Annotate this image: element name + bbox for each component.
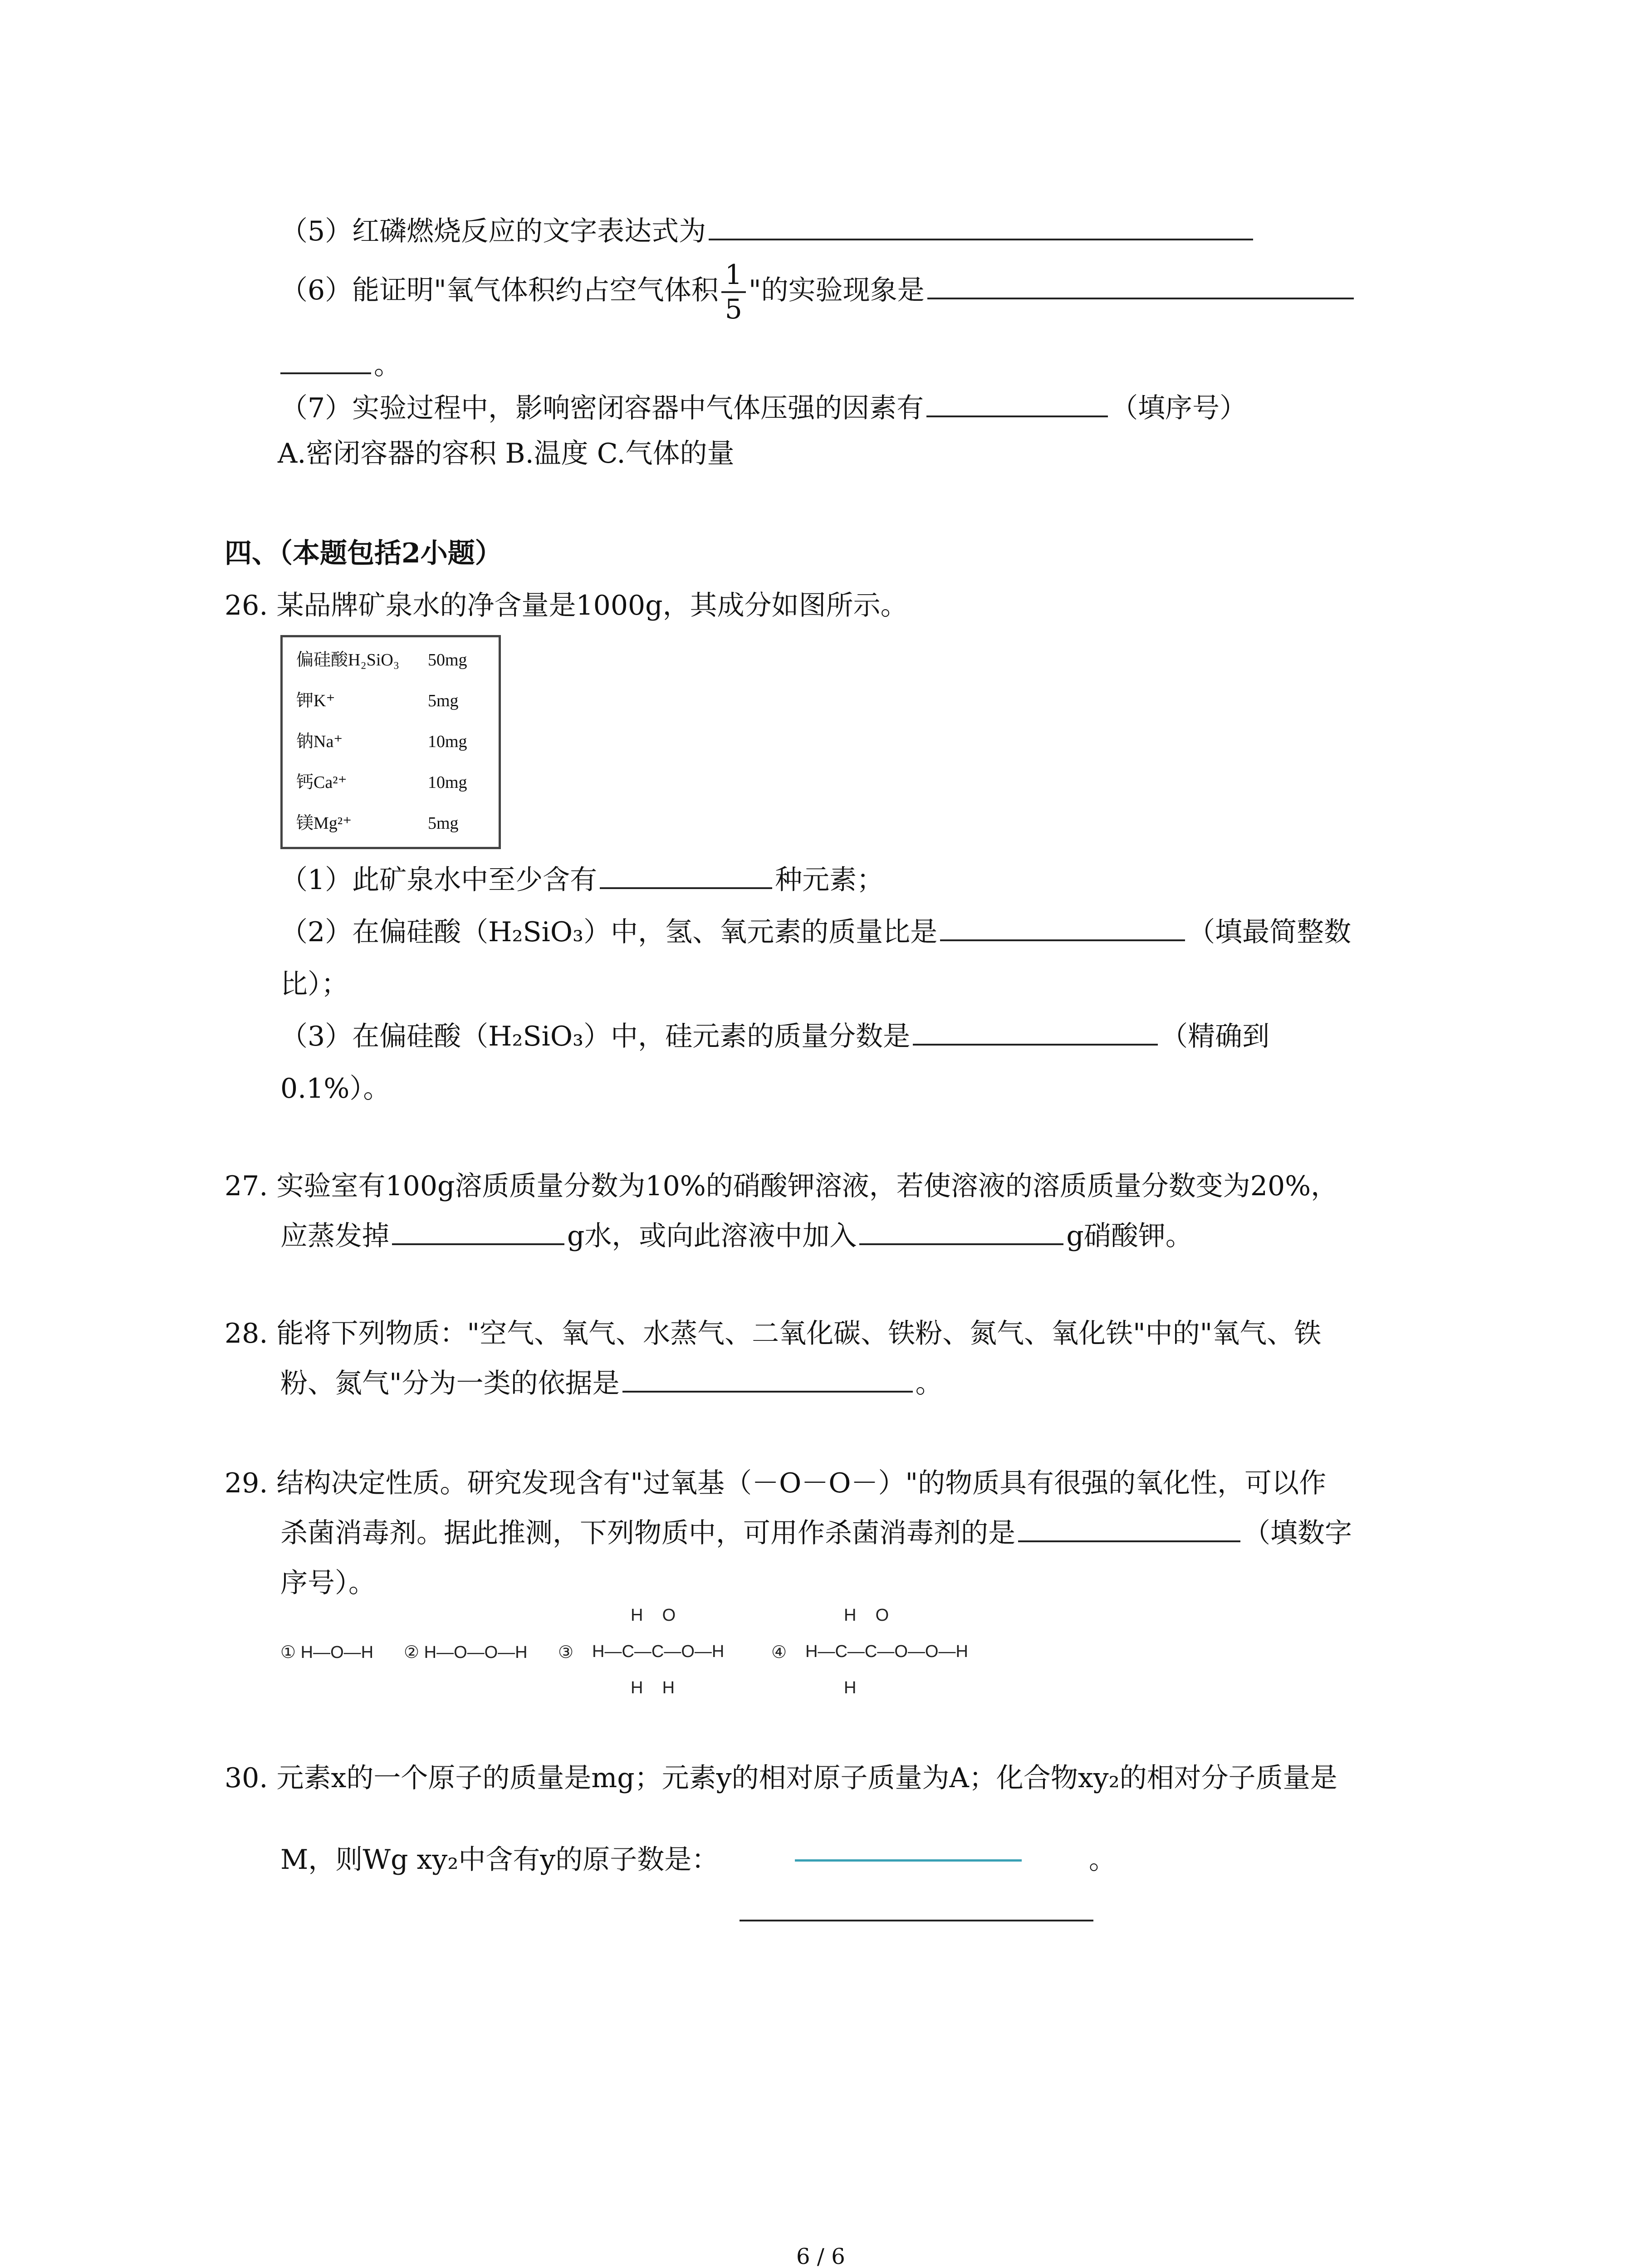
q29-text-c: 序号）。 <box>280 1567 376 1599</box>
answer-blank[interactable] <box>600 883 772 889</box>
structure-3-main: H—C—C—O—H <box>592 1642 725 1661</box>
structure-3-top: H O <box>631 1606 676 1625</box>
q26-part3-text-b: （精确到 <box>1161 1021 1270 1052</box>
q26-part3 <box>280 1018 1269 1055</box>
label-row <box>296 771 467 794</box>
q26-part1-text: （1）此矿泉水中至少含有 <box>280 864 598 896</box>
answer-blank[interactable] <box>913 1039 1158 1046</box>
q26-part1 <box>280 862 884 898</box>
q30-text-b: 。 <box>1089 1844 1116 1876</box>
q30-line1 <box>225 1760 1337 1796</box>
q25-part6-period: 。 <box>374 349 401 381</box>
label-value: 10mg <box>428 732 467 751</box>
label-name: 钠Na⁺ <box>296 732 343 751</box>
q30-line2 <box>280 1842 719 1878</box>
q27-line2 <box>280 1218 1193 1254</box>
q25-part6-end <box>280 347 401 383</box>
mineral-water-label <box>280 635 501 849</box>
q26-part3-end-text: 0.1%）。 <box>280 1073 391 1105</box>
q29-text-b: （填数字 <box>1243 1517 1352 1549</box>
q26-stem-text: 26. 某品牌矿泉水的净含量是1000g，其成分如图所示。 <box>225 590 908 621</box>
answer-blank[interactable] <box>926 411 1108 417</box>
q25-part6 <box>280 254 1357 327</box>
label-value: 5mg <box>428 814 459 833</box>
q27-line1 <box>225 1168 1338 1204</box>
label-row <box>296 649 467 671</box>
q25-part5 <box>280 213 1256 249</box>
q25-part6-text-b: "的实验现象是 <box>748 274 925 306</box>
structure-4-main: H—C—C—O—O—H <box>805 1642 968 1661</box>
structure-4-label: ④ <box>771 1643 787 1662</box>
q26-part3-text: （3）在偏硅酸（H₂SiO₃）中，硅元素的质量分数是 <box>280 1021 911 1052</box>
q28-text-a: 粉、氮气"分为一类的依据是 <box>280 1368 620 1399</box>
q30-period <box>1089 1842 1116 1878</box>
q28-line2 <box>280 1365 943 1402</box>
q25-part7-options-text: A.密闭容器的容积 B.温度 C.气体的量 <box>278 438 735 469</box>
q27-text: 27. 实验室有100g溶质质量分数为10%的硝酸钾溶液，若使溶液的溶质质量分数变为20%， <box>225 1170 1338 1202</box>
q28-line1 <box>225 1315 1321 1352</box>
q30-text: 30. 元素x的一个原子的质量是mg；元素y的相对原子质量为A；化合物xy₂的相对分子质量是 <box>225 1762 1337 1794</box>
q25-part7-text: （7）实验过程中，影响密闭容器中气体压强的因素有 <box>280 392 924 424</box>
q26-part2 <box>280 914 1351 950</box>
label-value: 5mg <box>428 691 459 710</box>
q25-part7-hint: （填序号） <box>1111 392 1247 424</box>
q25-part7 <box>280 390 1247 426</box>
answer-blank[interactable] <box>709 234 1253 240</box>
q26-part2-end <box>280 966 348 1002</box>
fraction-denominator: 5 <box>725 293 742 326</box>
q28-text: 28. 能将下列物质："空气、氧气、水蒸气、二氧化碳、铁粉、氮气、氧化铁"中的"氧气、铁 <box>225 1318 1322 1349</box>
structure-2 <box>404 1642 528 1662</box>
q26-part2-text: （2）在偏硅酸（H₂SiO₃）中，氢、氧元素的质量比是 <box>280 916 938 948</box>
label-value: 50mg <box>428 650 467 670</box>
q26-part1-text-b: 种元素； <box>775 864 884 896</box>
structure-3-label: ③ <box>558 1643 574 1662</box>
q29-line1 <box>225 1465 1326 1501</box>
answer-blank[interactable] <box>940 935 1185 941</box>
page-number-text: 6 / 6 <box>796 2244 845 2268</box>
q26-part3-end <box>280 1070 390 1107</box>
q27-text-b: g水，或向此溶液中加入 <box>567 1220 857 1252</box>
label-name: 钾K⁺ <box>296 691 335 710</box>
q25-part5-text: （5）红磷燃烧反应的文字表达式为 <box>280 215 706 247</box>
structure-4-top: H O <box>844 1606 889 1625</box>
label-value: 10mg <box>428 773 467 792</box>
answer-blank[interactable] <box>927 293 1354 299</box>
answer-blank[interactable] <box>392 1239 564 1245</box>
q27-text-a: 应蒸发掉 <box>280 1220 389 1252</box>
q29-text: 29. 结构决定性质。研究发现含有"过氧基（－O－O－）"的物质具有很强的氧化性，可以作 <box>225 1467 1327 1499</box>
label-row <box>296 689 459 712</box>
q27-text-c: g硝酸钾。 <box>1066 1220 1193 1252</box>
fraction-one-fifth <box>721 259 746 326</box>
label-name: 钙Ca²⁺ <box>296 773 347 792</box>
structure-1 <box>280 1642 373 1662</box>
q29-line3 <box>280 1565 376 1601</box>
q29-line2 <box>280 1515 1352 1551</box>
fraction-numerator: 1 <box>721 259 746 293</box>
page-number <box>796 2239 845 2268</box>
answer-line-blue[interactable] <box>795 1859 1022 1862</box>
structure-3-bottom: H H <box>631 1678 675 1697</box>
answer-blank[interactable] <box>280 368 371 374</box>
label-row <box>296 812 459 835</box>
answer-blank[interactable] <box>1018 1536 1240 1542</box>
answer-blank[interactable] <box>859 1239 1063 1245</box>
q26-part2-end-text: 比）； <box>280 968 348 1000</box>
q25-part6-text: （6）能证明"氧气体积约占空气体积 <box>280 274 719 306</box>
structure-4-bottom: H <box>844 1678 857 1697</box>
q28-text-b: 。 <box>915 1368 943 1399</box>
section-4-title-text: 四、（本题包括2小题） <box>225 538 502 569</box>
q29-text-a: 杀菌消毒剂。据此推测，下列物质中，可用作杀菌消毒剂的是 <box>280 1517 1015 1549</box>
label-name: 镁Mg²⁺ <box>296 814 352 833</box>
answer-blank[interactable] <box>622 1386 913 1393</box>
structure-4 <box>771 1606 1025 1696</box>
q30-text-a: M，则Wg xy₂中含有y的原子数是： <box>280 1844 719 1876</box>
q26-part2-text-b: （填最简整数 <box>1188 916 1352 948</box>
q25-part7-options <box>278 435 735 472</box>
answer-blank[interactable] <box>740 1915 1093 1921</box>
structure-3 <box>558 1606 771 1696</box>
section-4-title <box>225 535 502 572</box>
label-row <box>296 730 467 753</box>
structure-2-text: ② H—O—O—H <box>404 1643 528 1662</box>
label-name: 偏硅酸H₂SiO₃ <box>296 650 400 670</box>
structure-1-text: ① H—O—H <box>280 1643 374 1662</box>
q26-stem <box>225 587 908 624</box>
